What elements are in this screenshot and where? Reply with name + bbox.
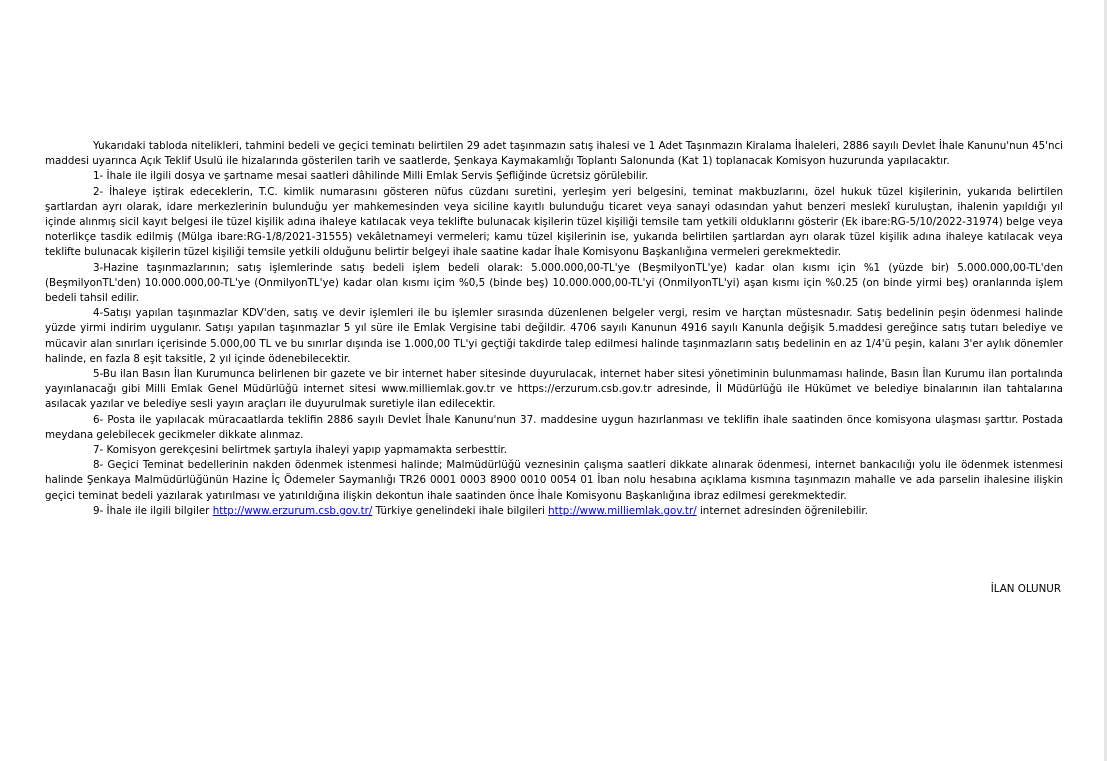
- item-6-paragraph: 6- Posta ile yapılacak müracaatlarda teklifin 2886 sayılı Devlet İhale Kanunu'nun 37. maddesine uygun hazırlanması ve teklifin ihale saatinden önce komisyona ulaşması şarttır. Postada meydana gelebilecek gecikmeler dikkate alınmaz.: [45, 413, 1063, 441]
- milliemlak-link[interactable]: http://www.milliemlak.gov.tr/: [548, 504, 697, 517]
- item-5-paragraph: 5-Bu ilan Basın İlan Kurumunca belirlenen bir gazete ve bir internet haber sitesinde duyurulacak, internet haber sitesi yönetiminin bulunmaması halinde, Basın İlan Kurumu ilan portalında yayınlanacağı gibi Milli Emlak Genel Müdürlüğü internet sitesi www.milliemlak.gov.tr ve https://erzurum.csb.gov.tr adresinde, İl Müdürlüğü ile Hükümet ve belediye binalarının ilan tahtalarına asılacak yazılar ve belediye sesli yayın araçları ile duyurulmak suretiyle ilan edilecektir.: [45, 368, 1063, 411]
- erzurum-csb-link[interactable]: http://www.erzurum.csb.gov.tr/: [212, 504, 373, 517]
- item-3-paragraph: 3-Hazine taşınmazlarının; satış işlemlerinde satış bedeli işlem bedeli olarak: 5.000.000,00-TL'ye (BeşmilyonTL'ye) kadar olan kısmı için %1 (yüzde bir) 5.000.000,00-TL'den (BeşmilyonTL'den) 10.000.000,00-TL'ye (OnmilyonTL'ye) kadar olan kısmı içim %0,5 (binde beş) 10.000.000,00-TL'yi (OnmilyonTL'yi) aşan kısmı için %0.25 (on binde yirmi beş) oranlarında işlem bedeli tahsil edilir.: [45, 261, 1063, 305]
- document-body: [45, 139, 1063, 519]
- intro-paragraph: Yukarıdaki tabloda nitelikleri, tahmini bedeli ve geçici teminatı belirtilen 29 adet taşınmazın satış ihalesi ve 1 Adet Taşınmazın Kiralama İhaleleri, 2886 sayılı Devlet İhale Kanunu'nun 45'nci maddesi uyarınca Açık Teklif Usulü ile hizalarında gösterilen tarih ve saatlerde, Şenkaya Kaymakamlığı Toplantı Salonunda (Kat 1) toplanacak Komisyon huzurunda yapılacaktır.: [45, 140, 1063, 168]
- item-9-paragraph: [45, 504, 1063, 519]
- item-9-middle: Türkiye genelindeki ihale bilgileri: [372, 504, 549, 517]
- item-9-prefix: 9- İhale ile ilgili bilgiler: [93, 504, 213, 517]
- item-1-paragraph: 1- İhale ile ilgili dosya ve şartname mesai saatleri dâhilinde Milli Emlak Servis Şefliğinde ücretsiz görülebilir.: [93, 170, 649, 183]
- item-2-paragraph: 2- İhaleye iştirak edeceklerin, T.C. kimlik numarasını gösteren nüfus cüzdanı suretini, yerleşim yeri belgesini, teminat makbuzlarını, özel hukuk tüzel kişilerinin, yukarıda belirtilen şartlardan ayrı olarak, idare merkezlerinin bulunduğu yer mahkemesinden veya siciline kayıtlı bulunduğu ticaret veya sanayi odasından yahut benzeri meslekî kuruluştan, ihalenin yapıldığı yıl içinde alınmış sicil kayıt belgesi ile tüzel kişilik adına ihaleye katılacak veya teklifte bulunacak kişilerin tüzel kişiliği temsile tam yetkili olduklarını gösterir (Ek ibare:RG-5/10/2022-31974) belge veya noterlikçe tasdik edilmiş (Mülga ibare:RG-1/8/2021-31555) vekâletnameyi vermeleri; kamu tüzel kişilerinin ise, yukarıda belirtilen şartlardan ayrı olarak tüzel kişilik adına ihaleye katılacak veya teklifte bulunacak kişilerin tüzel kişiliği temsile yetkili olduğunu belirtir belgeyi ihale saatine kadar İhale Komisyonu Başkanlığına vermeleri gerekmektedir.: [45, 185, 1063, 259]
- closing-announcement: İLAN OLUNUR: [990, 583, 1061, 595]
- item-8-paragraph: 8- Geçici Teminat bedellerinin nakden ödenmek istenmesi halinde; Malmüdürlüğü veznesinin çalışma saatleri dikkate alınarak ödenmesi, internet bankacılığı yolu ile ödenmek istenmesi halinde Şenkaya Malmüdürlüğünün Hazine İç Ödemeler Saymanlığı TR26 0001 0003 8900 0010 0054 01 İban nolu hesabına açıklama kısmına taşınmazın mahalle ve ada parselin ihalesine ilişkin geçici teminat bedeli yazılarak yatırılması ve yatırıldığına ilişkin dekontun ihale saatinden önce İhale Komisyonu Başkanlığına ibraz edilmesi gerekmektedir.: [45, 459, 1063, 502]
- item-4-paragraph: 4-Satışı yapılan taşınmazlar KDV'den, satış ve devir işlemleri ile bu işlemler sırasında düzenlenen belgeler vergi, resim ve harçtan müstesnadır. Satış bedelinin peşin ödenmesi halinde yüzde yirmi indirim uygulanır. Satışı yapılan taşınmazlar 5 yıl süre ile Emlak Vergisine tabi değildir. 4706 sayılı Kanunun 4916 sayılı Kanunla değişik 5.maddesi gereğince satış tutarı belediye ve mücavir alan sınırları içerisinde 5.000,00 TL ve bu sınırlar dışında ise 1.000,00 TL'yi geçtiği takdirde talep edilmesi halinde taşınmazların satış bedelinin en az 1/4'ü peşin, kalanı 3'er aylık dönemler halinde, en fazla 8 eşit taksitle, 2 yıl içinde ödenebilecektir.: [45, 307, 1063, 365]
- item-7-paragraph: 7- Komisyon gerekçesini belirtmek şartıyla ihaleyi yapıp yapmamakta serbesttir.: [93, 444, 507, 457]
- item-9-suffix: internet adresinden öğrenilebilir.: [696, 504, 868, 517]
